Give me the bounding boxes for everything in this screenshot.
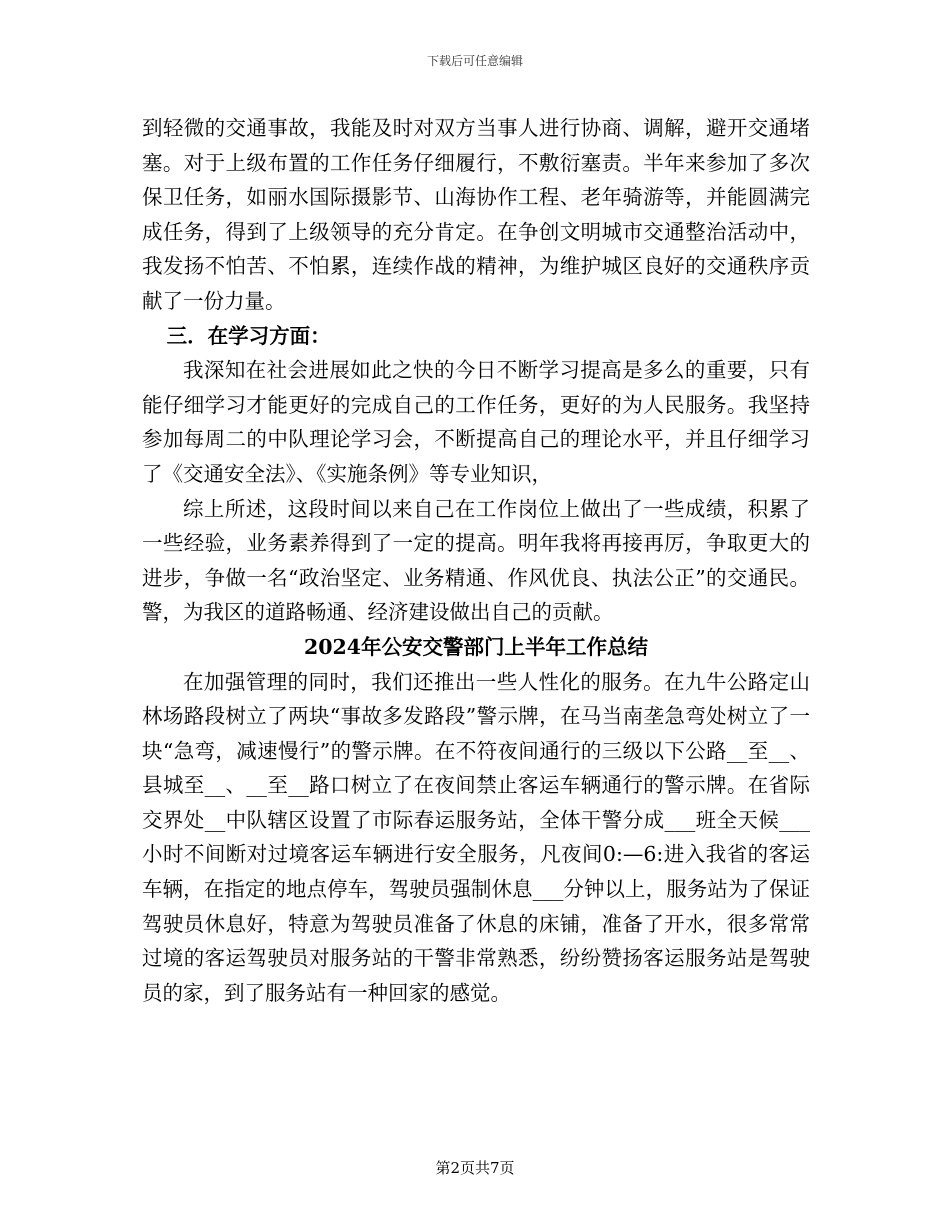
section-heading-study: 三．在学习方面： (166, 323, 331, 348)
page-footer: 第2页共7页 (435, 1159, 515, 1177)
document-title: 2024年公安交警部门上半年工作总结 (303, 634, 649, 659)
paragraph-study: 我深知在社会进展如此之快的今日不断学习提高是多么的重要，只有能仔细学习才能更好的完成自己的工作任务，更好的为人民服务。我坚持参加每周二的中队理论学习会，不断提高自己的理论水平，并且仔细学习了《交通安全法》、《实施条例》等专业知识， (142, 358, 810, 486)
document-body (142, 111, 810, 1010)
paragraph-services: 在加强管理的同时，我们还推出一些人性化的服务。在九牛公路定山林场路段树立了两块“事故多发路段”警示牌，在马当南垄急弯处树立了一块“急弯，减速慢行”的警示牌。在不符夜间通行的三级以下公路__至__、县城至__、__至__路口树立了在夜间禁止客运车辆通行的警示牌。在省际交界处__中队辖区设置了市际春运服务站，全体干警分成___班全天候___小时不间断对过境客运车辆进行安全服务，凡夜间0:—6:进入我省的客运车辆，在指定的地点停车，驾驶员强制休息___分钟以上，服务站为了保证驾驶员休息好，特意为驾驶员准备了休息的床铺，准备了开水，很多常常过境的客运驾驶员对服务站的干警非常熟悉，纷纷赞扬客运服务站是驾驶员的家，到了服务站有一种回家的感觉。 (142, 669, 810, 1005)
paragraph-summary: 综上所述，这段时间以来自己在工作岗位上做出了一些成绩，积累了一些经验，业务素养得到了一定的提高。明年我将再接再厉，争取更大的进步，争做一名“政治坚定、业务精通、作风优良、执法公正”的交通民。警，为我区的道路畅通、经济建设做出自己的贡献。 (142, 496, 810, 625)
page-header: 下载后可任意编辑 (426, 54, 523, 68)
paragraph-traffic-duty: 到轻微的交通事故，我能及时对双方当事人进行协商、调解，避开交通堵塞。对于上级布置的工作任务仔细履行，不敷衍塞责。半年来参加了多次保卫任务，如丽水国际摄影节、山海协作工程、老年骑游等，并能圆满完成任务，得到了上级领导的充分肯定。在争创文明城市交通整治活动中，我发扬不怕苦、不怕累，连续作战的精神，为维护城区良好的交通秩序贡献了一份力量。 (142, 116, 810, 313)
